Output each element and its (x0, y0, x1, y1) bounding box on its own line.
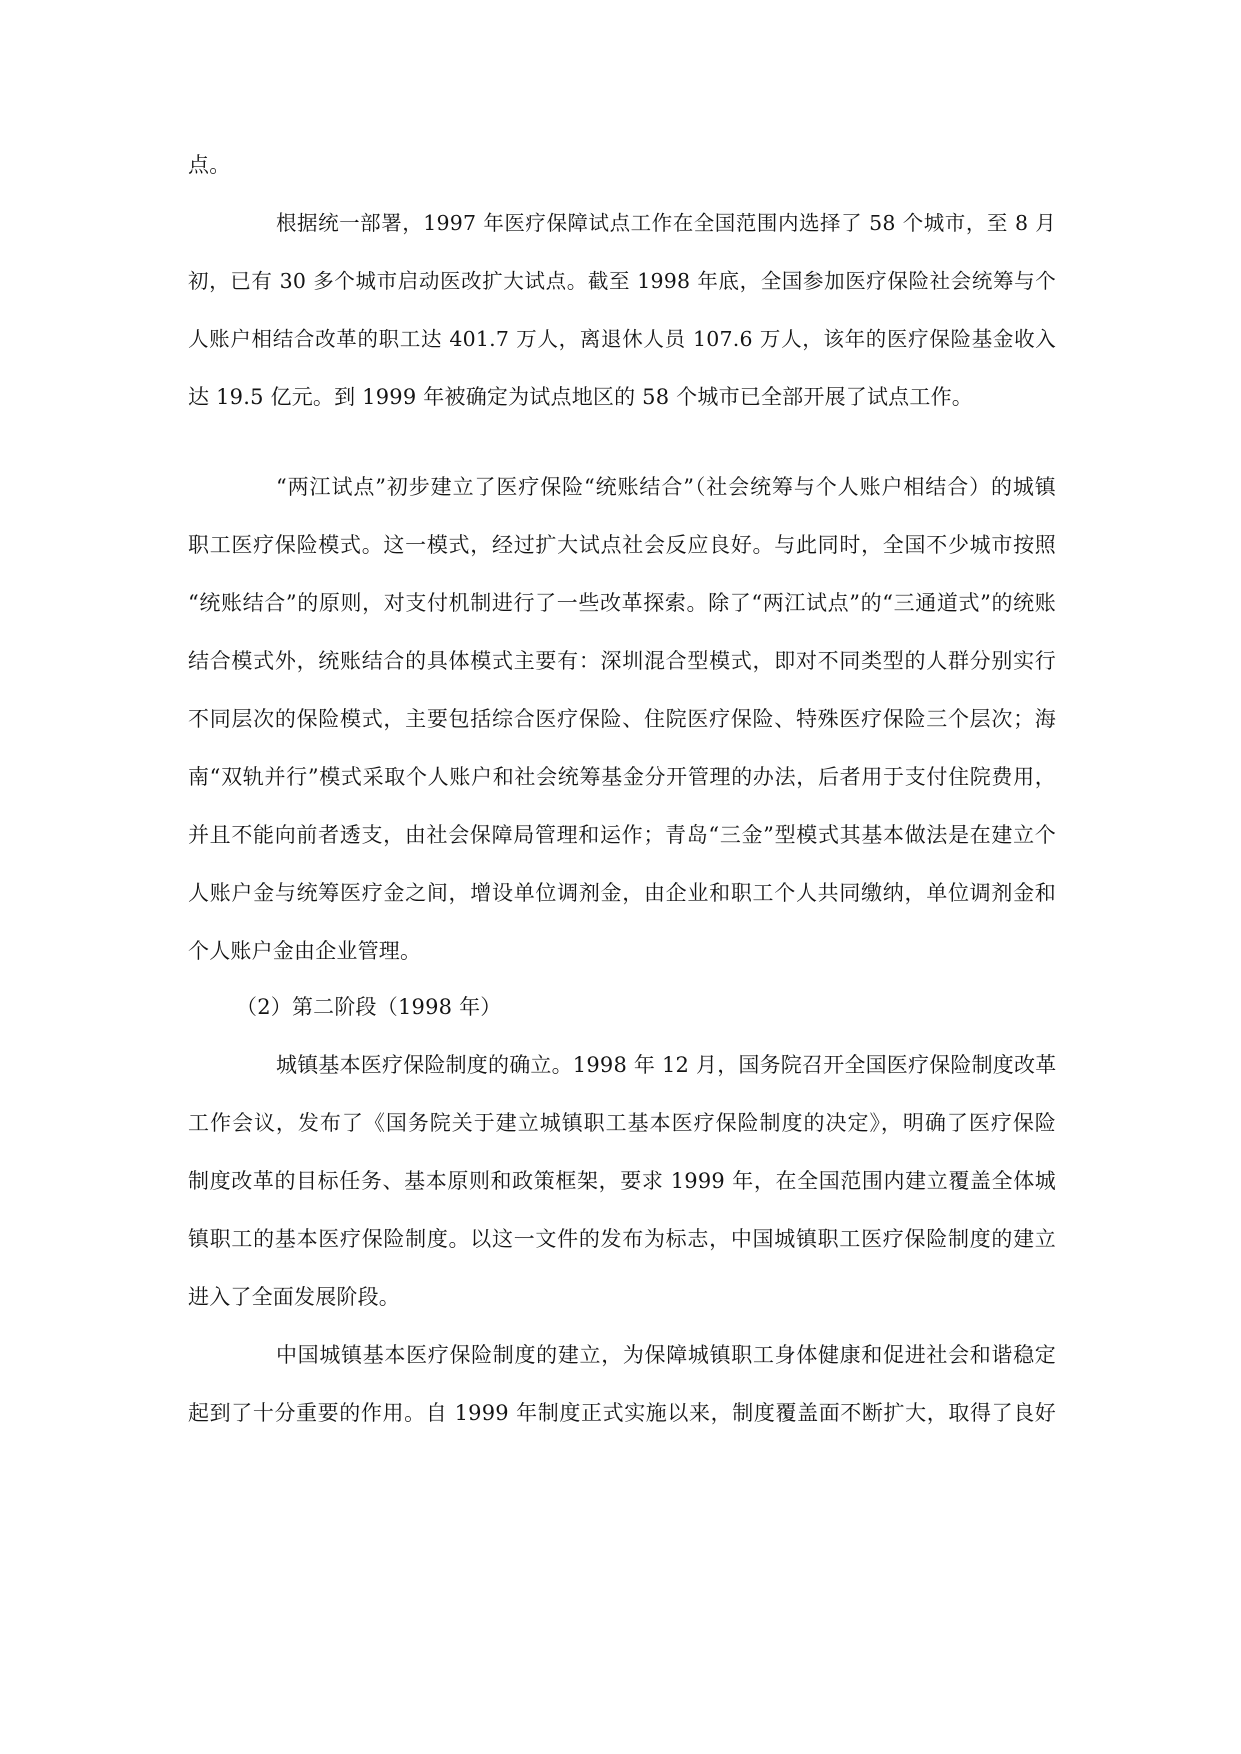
text-line: 人账户相结合改革的职工达 401.7 万人，离退休人员 107.6 万人，该年的医疗保险基金收入 (188, 327, 1056, 351)
text-line: 初，已有 30 多个城市启动医改扩大试点。截至 1998 年底，全国参加医疗保险社会统筹与个 (188, 269, 1056, 293)
text-line: 起到了十分重要的作用。自 1999 年制度正式实施以来，制度覆盖面不断扩大，取得了良好 (188, 1401, 1056, 1425)
text-line: 不同层次的保险模式，主要包括综合医疗保险、住院医疗保险、特殊医疗保险三个层次；海 (188, 707, 1056, 731)
text-line: 结合模式外，统账结合的具体模式主要有：深圳混合型模式，即对不同类型的人群分别实行 (188, 649, 1056, 673)
text-line: 个人账户金由企业管理。 (188, 939, 422, 963)
text-line: 并且不能向前者透支，由社会保障局管理和运作；青岛“三金”型模式其基本做法是在建立个 (188, 823, 1056, 847)
text-line: “统账结合”的原则，对支付机制进行了一些改革探索。除了“两江试点”的“三通道式”的统账 (188, 591, 1056, 615)
text-line: 根据统一部署，1997 年医疗保障试点工作在全国范围内选择了 58 个城市，至 8 月 (276, 211, 1056, 235)
text-line: 制度改革的目标任务、基本原则和政策框架，要求 1999 年，在全国范围内建立覆盖全体城 (188, 1169, 1056, 1193)
text-line: 城镇基本医疗保险制度的确立。1998 年 12 月，国务院召开全国医疗保险制度改革 (276, 1053, 1057, 1077)
text-line: 进入了全面发展阶段。 (188, 1285, 400, 1309)
text-line: 工作会议，发布了《国务院关于建立城镇职工基本医疗保险制度的决定》，明确了医疗保险 (188, 1111, 1056, 1135)
text-line: 中国城镇基本医疗保险制度的建立，为保障城镇职工身体健康和促进社会和谐稳定 (276, 1343, 1056, 1367)
text-line: 人账户金与统筹医疗金之间，增设单位调剂金，由企业和职工个人共同缴纳，单位调剂金和 (188, 881, 1056, 905)
text-line: 职工医疗保险模式。这一模式，经过扩大试点社会反应良好。与此同时，全国不少城市按照 (188, 533, 1056, 557)
text-line: “两江试点”初步建立了医疗保险“统账结合”（社会统筹与个人账户相结合）的城镇 (276, 475, 1056, 499)
text-line: 点。 (188, 153, 231, 177)
section-heading: （2）第二阶段（1998 年） (236, 995, 502, 1019)
text-line: 镇职工的基本医疗保险制度。以这一文件的发布为标志，中国城镇职工医疗保险制度的建立 (188, 1227, 1056, 1251)
text-line: 达 19.5 亿元。到 1999 年被确定为试点地区的 58 个城市已全部开展了试点工作。 (188, 385, 973, 409)
text-line: 南“双轨并行”模式采取个人账户和社会统筹基金分开管理的办法，后者用于支付住院费用， (188, 765, 1056, 789)
